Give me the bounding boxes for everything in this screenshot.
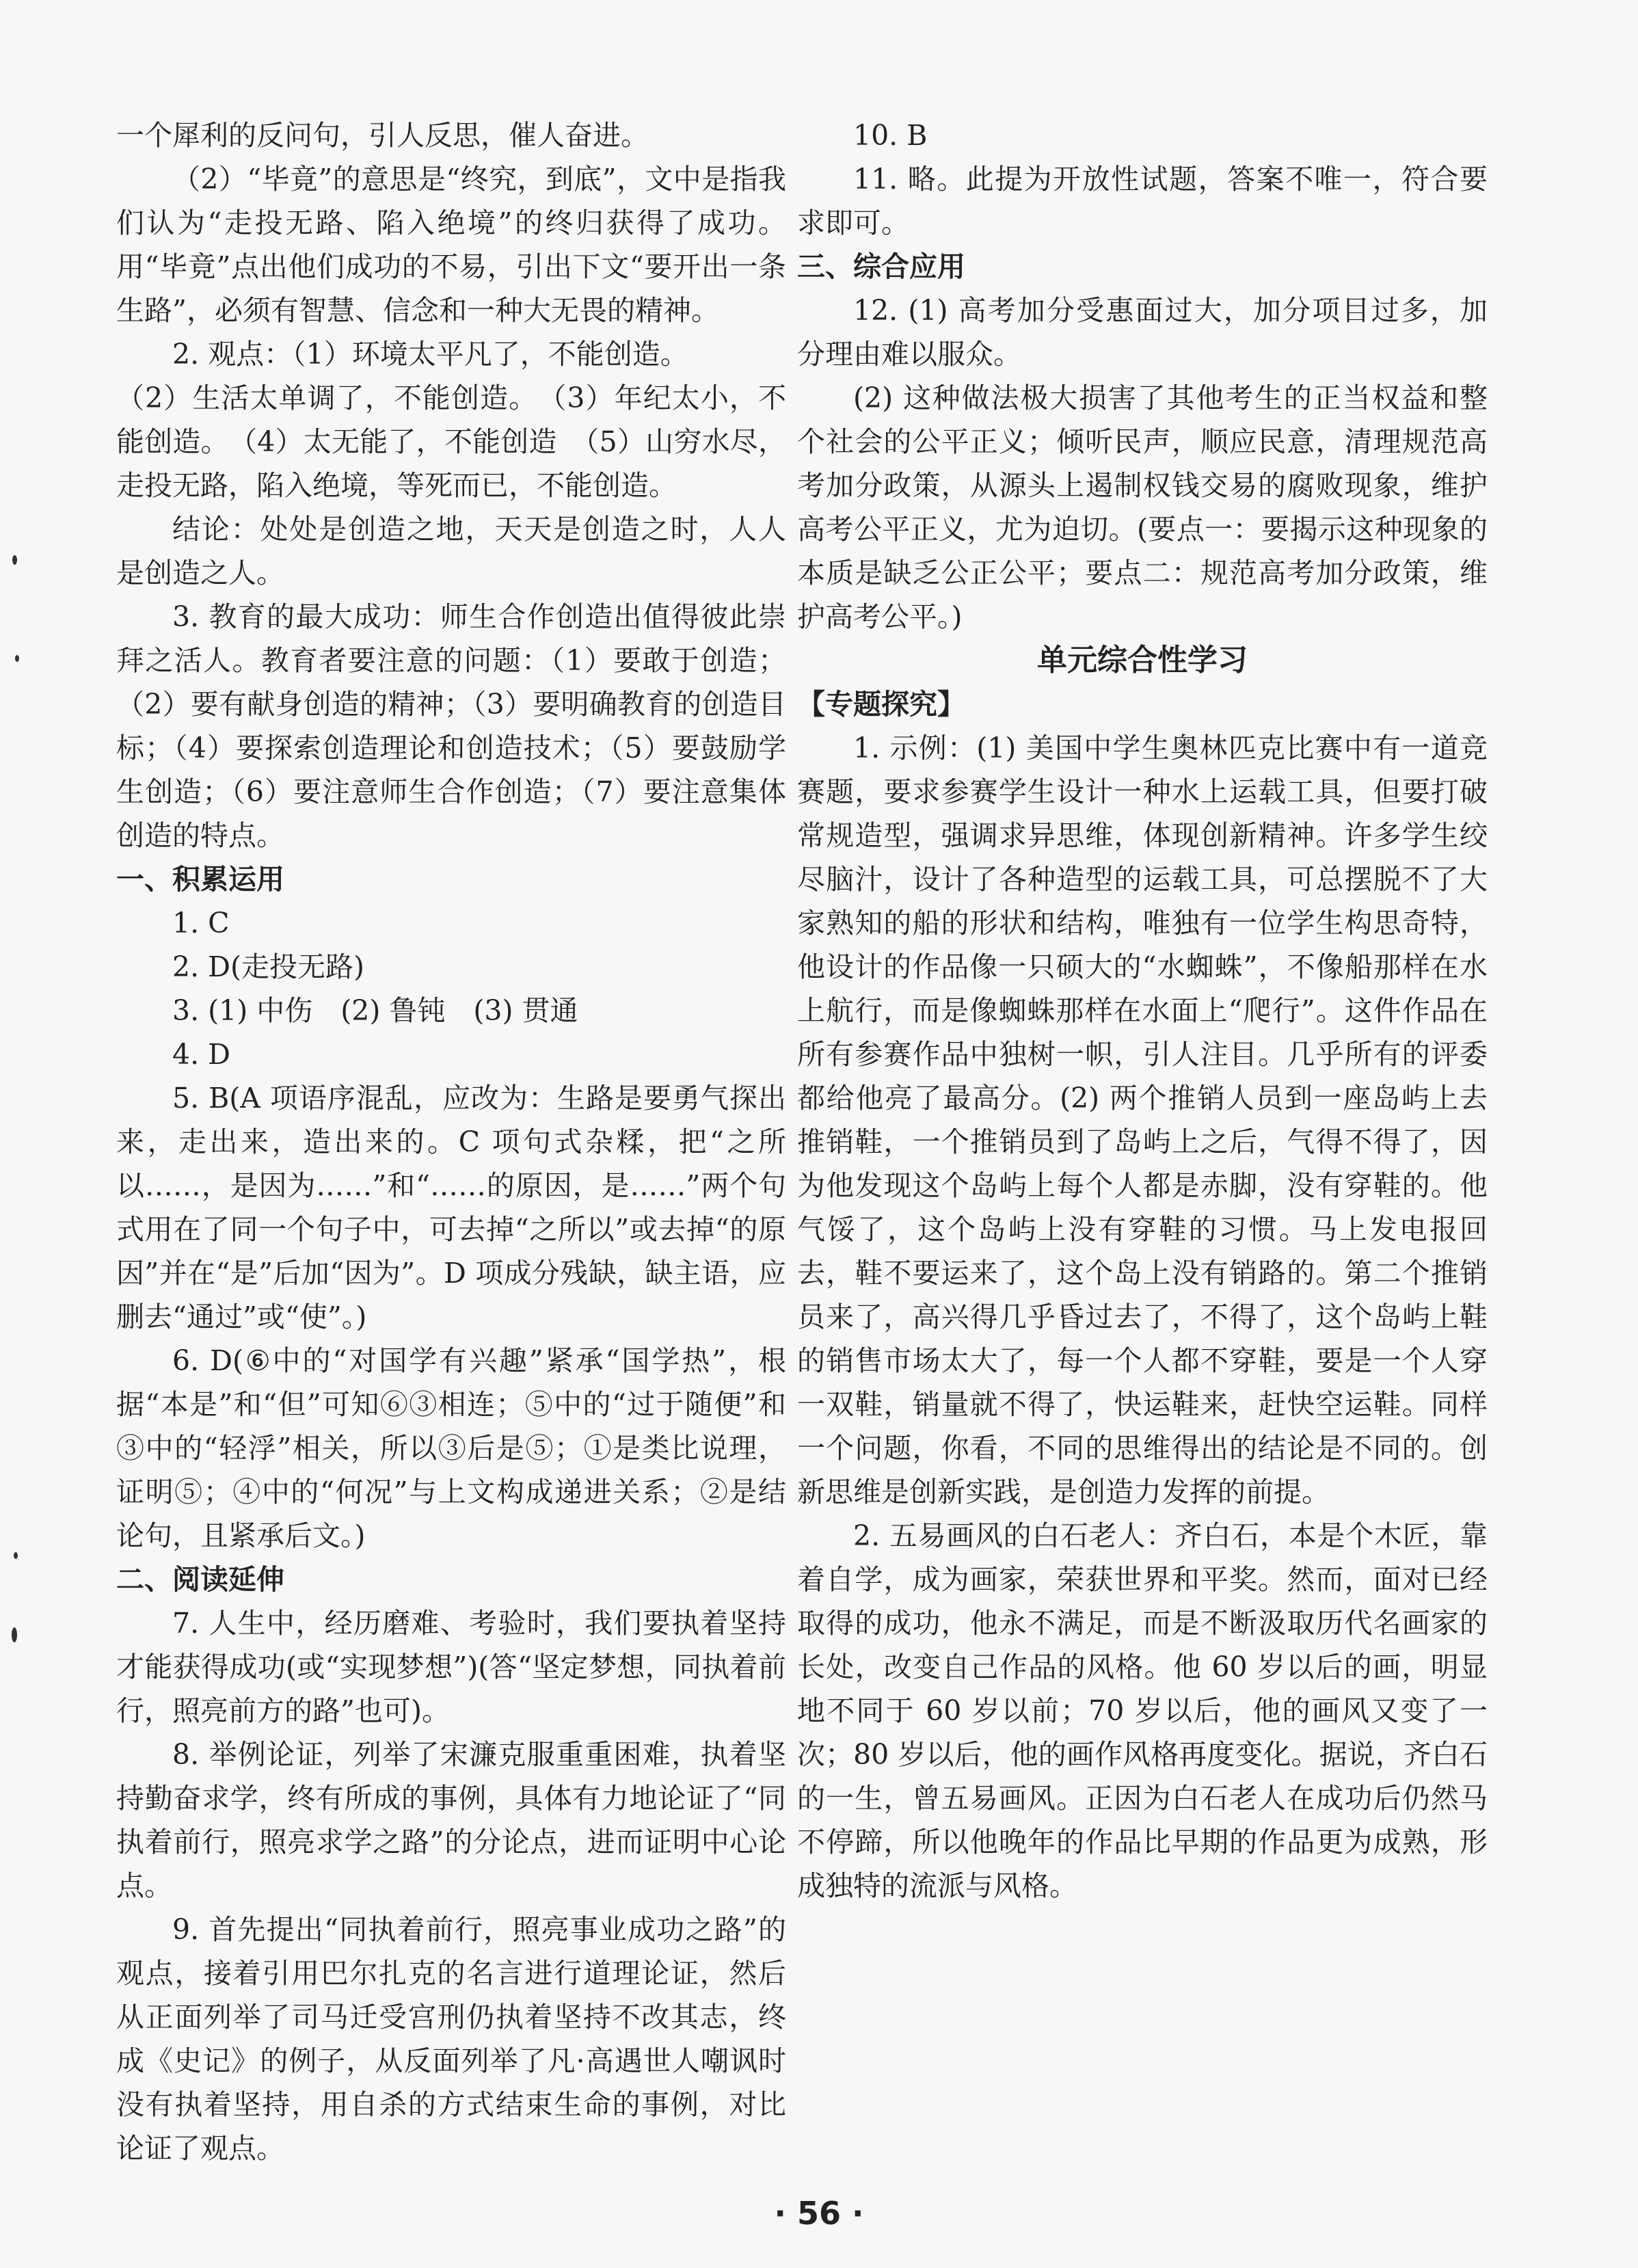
page-number: · 56 · (774, 2195, 864, 2232)
answer-item: 1. 示例：(1) 美国中学生奥林匹克比赛中有一道竞赛题，要求参赛学生设计一种水上运载工具，但要打破常规造型，强调求异思维，体现创新精神。许多学生绞尽脑汁，设计了各种造型的运载工具，可总摆脱不了大家熟知的船的形状和结构，唯独有一位学生构思奇特，他设计的作品像一只硕大的“水蜘蛛”，不像船那样在水上航行，而是像蜘蛛那样在水面上“爬行”。这件作品在所有参赛作品中独树一帜，引人注目。几乎所有的评委都给他亮了最高分。(2) 两个推销人员到一座岛屿上去推销鞋，一个推销员到了岛屿上之后，气得不得了，因为他发现这个岛屿上每个人都是赤脚，没有穿鞋的。他气馁了，这个岛屿上没有穿鞋的习惯。马上发电报回去，鞋不要运来了，这个岛上没有销路的。第二个推销员来了，高兴得几乎昏过去了，不得了，这个岛屿上鞋的销售市场太大了，每一个人都不穿鞋，要是一个人穿一双鞋，销量就不得了，快运鞋来，赶快空运鞋。同样一个问题，你看，不同的思维得出的结论是不同的。创新思维是创新实践，是创造力发挥的前提。 (797, 732, 1488, 1508)
answer-item: 6. D(⑥中的“对国学有兴趣”紧承“国学热”，根据“本是”和“但”可知⑥③相连；⑤中的“过于随便”和③中的“轻浮”相关，所以③后是⑤；①是类比说理，证明⑤；④中的“何况”与上文构成递进关系；②是结论句，且紧承后文。) (116, 1344, 786, 1552)
answer-item: 1. C (172, 907, 230, 939)
answer-item: 10. B (853, 119, 928, 152)
right-column (797, 114, 1488, 1908)
answer-item: 2. 五易画风的白石老人：齐白石，本是个木匠，靠着自学，成为画家，荣获世界和平奖。然而，面对已经取得的成功，他永不满足，而是不断汲取历代名画家的长处，改变自己作品的风格。他 60 岁以后的画，明显地不同于 60 岁以前；70 岁以后，他的画风又变了一次；80 岁以后，他的画作风格再度变化。据说，齐白石的一生，曾五易画风。正因为白石老人在成功后仍然马不停蹄，所以他晚年的作品比早期的作品更为成熟，形成独特的流派与风格。 (797, 1519, 1488, 1902)
answer-item: 8. 举例论证，列举了宋濂克服重重困难，执着坚持勤奋求学，终有所成的事例，具体有力地论证了“同执着前行，照亮求学之路”的分论点，进而证明中心论点。 (116, 1738, 786, 1902)
left-column (116, 114, 786, 2170)
answer-item: 5. B(A 项语序混乱，应改为：生路是要勇气探出来，走出来，造出来的。C 项句式杂糅，把“之所以……，是因为……”和“……的原因，是……”两个句式用在了同一个句子中，可去掉“之所以”或去掉“的原因”并在“是”后加“因为”。D 项成分残缺，缺主语，应删去“通过”或“使”。) (116, 1082, 786, 1333)
scan-mark (12, 555, 17, 565)
paragraph: 2. 观点：（1）环境太平凡了，不能创造。 (172, 338, 688, 371)
answer-item: 12. (1) 高考加分受惠面过大，加分项目过多，加分理由难以服众。 (797, 294, 1488, 371)
answer-item: 11. 略。此提为开放性试题，答案不唯一，符合要求即可。 (797, 163, 1488, 239)
scan-mark (14, 1552, 18, 1559)
section-heading: 二、阅读延伸 (116, 1563, 284, 1596)
answer-item: 9. 首先提出“同执着前行，照亮事业成功之路”的观点，接着引用巴尔扎克的名言进行道理论证，然后从正面列举了司马迁受宫刑仍执着坚持不改其志，终成《史记》的例子，从反面列举了凡·高遇世人嘲讽时没有执着坚持，用自杀的方式结束生命的事例，对比论证了观点。 (116, 1913, 786, 2165)
answer-item: (2) 这种做法极大损害了其他考生的正当权益和整个社会的公平正义；倾听民声，顺应民意，清理规范高考加分政策，从源头上遏制权钱交易的腐败现象，维护高考公平正义，尤为迫切。(要点一：要揭示这种现象的本质是缺乏公正公平；要点二：规范高考加分政策，维护高考公平。) (797, 382, 1488, 633)
unit-title: 单元综合性学习 (1037, 643, 1248, 678)
answer-item: 3. (1) 中伤 (2) 鲁钝 (3) 贯通 (172, 994, 578, 1027)
answer-item: 7. 人生中，经历磨难、考验时，我们要执着坚持才能获得成功(或“实现梦想”)(答“坚定梦想，同执着前行，照亮前方的路”也可)。 (116, 1607, 786, 1727)
section-heading: 一、积累运用 (116, 863, 284, 896)
subsection-heading: 【专题探究】 (797, 688, 965, 721)
scan-mark (15, 655, 19, 662)
answer-item: 2. D(走投无路) (172, 950, 365, 983)
answer-item: 4. D (172, 1038, 231, 1071)
section-heading: 三、综合应用 (797, 250, 965, 283)
scan-mark (12, 1627, 17, 1642)
paragraph: 一个犀利的反问句，引人反思，催人奋进。 (116, 119, 649, 152)
paragraph: 结论：处处是创造之地，天天是创造之时，人人是创造之人。 (116, 513, 786, 589)
paragraph: 3. 教育的最大成功：师生合作创造出值得彼此崇拜之活人。教育者要注意的问题：（1）要敢于创造；（2）要有献身创造的精神；（3）要明确教育的创造目标；（4）要探索创造理论和创造技术；（5）要鼓励学生创造；（6）要注意师生合作创造；（7）要注意集体创造的特点。 (116, 600, 786, 852)
paragraph: （2）生活太单调了，不能创造。 （3）年纪太小，不能创造。 （4）太无能了，不能创造 （5）山穷水尽，走投无路，陷入绝境，等死而已，不能创造。 (116, 382, 786, 502)
paragraph: （2）“毕竟”的意思是“终究，到底”，文中是指我们认为“走投无路、陷入绝境”的终归获得了成功。用“毕竟”点出他们成功的不易，引出下文“要开出一条生路”，必须有智慧、信念和一种大无畏的精神。 (116, 163, 786, 327)
